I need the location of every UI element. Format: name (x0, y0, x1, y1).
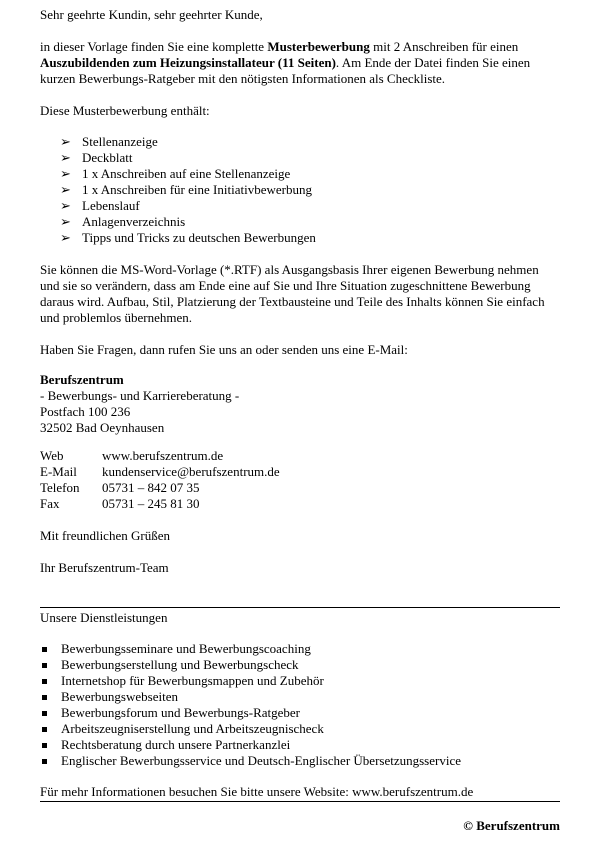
list-item-label: Bewerbungswebseiten (61, 689, 178, 704)
intro-text-3: . Am Ende der Datei finden Sie einen kurzen Bewerbungs-Ratgeber mit den nötigsten Informationen als Checkliste. (40, 55, 531, 86)
list-item-label: Tipps und Tricks zu deutschen Bewerbungen (82, 230, 316, 245)
services-heading: Unsere Dienstleistungen (40, 610, 168, 625)
list-item (40, 737, 560, 753)
list-item (40, 182, 560, 198)
list-item (40, 673, 560, 689)
list-item-label: Arbeitszeugniserstellung und Arbeitszeugnischeck (61, 721, 324, 736)
list-item-label: Bewerbungsforum und Bewerbungs-Ratgeber (61, 705, 300, 720)
contents-list (40, 134, 560, 246)
arrow-bullet-icon: ➢ (60, 198, 71, 213)
square-bullet-icon (42, 679, 47, 684)
list-item-label: Bewerbungsseminare und Bewerbungscoaching (61, 641, 311, 656)
arrow-bullet-icon: ➢ (60, 150, 71, 165)
list-item (40, 753, 560, 769)
list-item-label: Bewerbungserstellung und Bewerbungscheck (61, 657, 299, 672)
intro-paragraph (40, 39, 560, 87)
contact-label: Fax (40, 496, 60, 511)
list-item-label: 1 x Anschreiben auf eine Stellenanzeige (82, 166, 291, 181)
list-item-label: Anlagenverzeichnis (82, 214, 186, 229)
intro-text-2: mit 2 Anschreiben für einen (369, 39, 519, 54)
services-list (40, 641, 560, 769)
contact-row-phone (40, 480, 560, 496)
square-bullet-icon (42, 647, 47, 652)
divider-top (40, 607, 560, 608)
list-item (40, 214, 560, 230)
contact-row-fax (40, 496, 560, 512)
contents-heading: Diese Musterbewerbung enthält: (40, 103, 210, 118)
contact-block (40, 448, 560, 512)
template-paragraph: Sie können die MS-Word-Vorlage (*.RTF) als Ausgangsbasis Ihrer eigenen Bewerbung nehmen und sie so verändern, dass am Ende eine auf Sie und Ihre Situation zugeschnittene Bewerbung daraus wird. Aufbau, Stil, Platzierung der Textbausteine und Teile des Inhalts können Sie einfach und problemlos übernehmen. (40, 262, 545, 325)
contact-value: kundenservice@berufszentrum.de (102, 464, 280, 479)
arrow-bullet-icon: ➢ (60, 230, 71, 245)
divider-bottom (40, 801, 560, 802)
square-bullet-icon (42, 695, 47, 700)
arrow-bullet-icon: ➢ (60, 214, 71, 229)
intro-bold-2: Auszubildenden zum Heizungsinstallateur (11 Seiten) (40, 55, 336, 70)
closing: Mit freundlichen Grüßen (40, 528, 170, 543)
square-bullet-icon (42, 743, 47, 748)
square-bullet-icon (42, 711, 47, 716)
square-bullet-icon (42, 759, 47, 764)
list-item-label: 1 x Anschreiben für eine Initiativbewerbung (82, 182, 312, 197)
address-line: 32502 Bad Oeynhausen (40, 420, 165, 435)
list-item (40, 134, 560, 150)
questions-paragraph: Haben Sie Fragen, dann rufen Sie uns an oder senden uns eine E-Mail: (40, 342, 408, 357)
intro-bold-1: Musterbewerbung (267, 39, 370, 54)
greeting: Sehr geehrte Kundin, sehr geehrter Kunde, (40, 7, 263, 22)
company-name: Berufszentrum (40, 372, 124, 387)
contact-label: Web (40, 448, 64, 463)
square-bullet-icon (42, 663, 47, 668)
contact-label: E-Mail (40, 464, 77, 479)
contact-value: 05731 – 245 81 30 (102, 496, 200, 511)
list-item-label: Deckblatt (82, 150, 133, 165)
address-line: Postfach 100 236 (40, 404, 131, 419)
more-info: Für mehr Informationen besuchen Sie bitte unsere Website: www.berufszentrum.de (40, 784, 474, 799)
list-item (40, 705, 560, 721)
arrow-bullet-icon: ➢ (60, 134, 71, 149)
arrow-bullet-icon: ➢ (60, 182, 71, 197)
contact-value: 05731 – 842 07 35 (102, 480, 200, 495)
address-line: - Bewerbungs- und Karriereberatung - (40, 388, 240, 403)
list-item-label: Lebenslauf (82, 198, 140, 213)
signature: Ihr Berufszentrum-Team (40, 560, 169, 575)
intro-text-1: in dieser Vorlage finden Sie eine komplette (40, 39, 268, 54)
list-item (40, 689, 560, 705)
list-item (40, 198, 560, 214)
list-item (40, 230, 560, 246)
list-item-label: Englischer Bewerbungsservice und Deutsch-Englischer Übersetzungsservice (61, 753, 461, 768)
list-item (40, 150, 560, 166)
list-item-label: Internetshop für Bewerbungsmappen und Zubehör (61, 673, 324, 688)
contact-value: www.berufszentrum.de (102, 448, 224, 463)
list-item-label: Stellenanzeige (82, 134, 158, 149)
square-bullet-icon (42, 727, 47, 732)
list-item (40, 166, 560, 182)
arrow-bullet-icon: ➢ (60, 166, 71, 181)
list-item (40, 641, 560, 657)
contact-row-web (40, 448, 560, 464)
copyright: © Berufszentrum (463, 818, 560, 833)
list-item (40, 721, 560, 737)
address-block (40, 372, 560, 436)
contact-row-email (40, 464, 560, 480)
list-item-label: Rechtsberatung durch unsere Partnerkanzlei (61, 737, 291, 752)
list-item (40, 657, 560, 673)
contact-label: Telefon (40, 480, 80, 495)
